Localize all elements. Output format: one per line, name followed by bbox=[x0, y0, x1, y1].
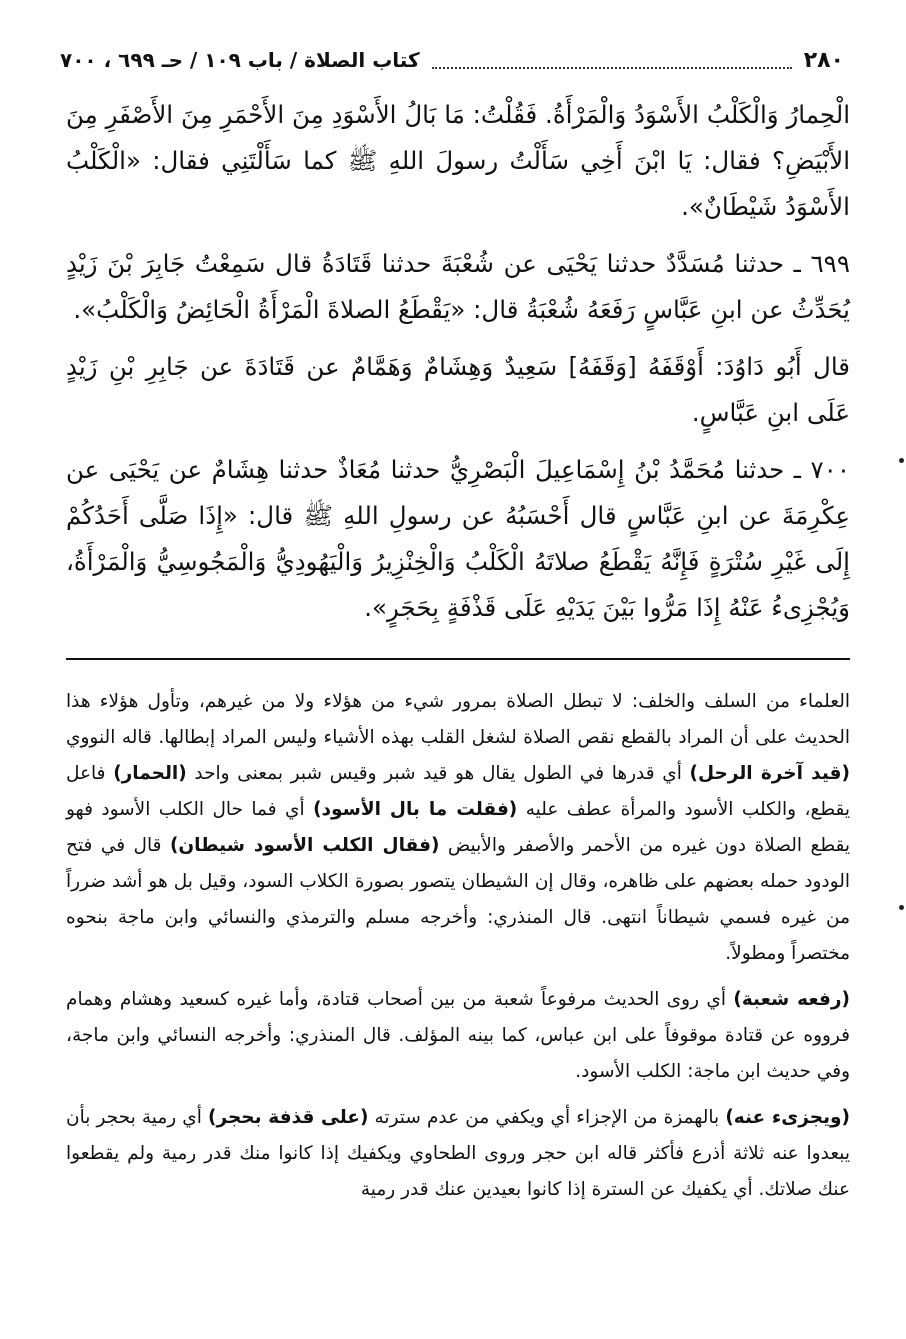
page-number: ٢٨٠ bbox=[803, 47, 844, 73]
commentary-text: العلماء من السلف والخلف: لا تبطل الصلاة بمرور شيء من هؤلاء ولا من غيرهم، وتأول هؤلاء هذا الحديث على أن المراد بالقطع نقص الصلاة لشغل القلب بهذه الأشياء وليس المراد إبطالها. قاله النووي bbox=[66, 691, 850, 748]
hadith-700: ٧٠٠ ـ حدثنا مُحَمَّدُ بْنُ إِسْمَاعِيلَ الْبَصْرِيُّ حدثنا مُعَاذٌ حدثنا هِشَامٌ عن يَحْيَى عن عِكْرِمَةَ عن ابنِ عَبَّاسٍ قال أَحْسَبُهُ عن رسولِ اللهِ ﷺ قال: «إِذَا صَلَّى أَحَدُكُمْ إِلَى غَيْرِ سُتْرَةٍ فَإِنَّهُ يَقْطَعُ صلاتَهُ الْكَلْبُ وَالْخِنْزِيرُ وَالْيَهُودِيُّ وَالْمَجُوسِيُّ وَالْمَرْأَةُ، وَيُجْزِىءُ عَنْهُ إِذَا مَرُّوا بَيْنَ يَدَيْهِ عَلَى قَذْفَةٍ بِحَجَرٍ». bbox=[66, 455, 850, 622]
commentary-lemma: (الحمار) bbox=[113, 763, 187, 784]
commentary-lemma: (قيد آخرة الرحل) bbox=[689, 763, 850, 784]
commentary-text: فاعل يقطع، والكلب الأسود والمرأة عطف عليه bbox=[66, 763, 851, 820]
abu-dawud-note: قال أَبُو دَاوُدَ: أَوْقَفَهُ [وَقَفَهُ] سَعِيدٌ وَهِشَامٌ وَهَمَّامٌ عن قَتَادَةَ عن جَابِرِ بْنِ زَيْدٍ عَلَى ابنِ عَبَّاسٍ. bbox=[66, 352, 850, 427]
commentary-lemma: (رفعه شعبة) bbox=[733, 989, 851, 1010]
commentary-text: بالهمزة من الإجزاء أي ويكفي من عدم سترته bbox=[368, 1107, 726, 1128]
commentary-paragraph-2 bbox=[66, 982, 850, 1090]
running-title: كتاب الصلاة / باب ١٠٩ / حـ ٦٩٩ ، ٧٠٠ bbox=[60, 48, 420, 72]
header-leader-dots bbox=[432, 67, 792, 69]
commentary-text: قال في فتح الودود حمله بعضهم على ظاهره، وقال إن الشيطان يتصور بصورة الكلاب السود، وقيل بل هو أشد ضرراً من غيره فسمي شيطاناً انتهى. قال المنذري: وأخرجه مسلم والترمذي والنسائي وابن ماجة بنحوه مختصراً ومطولاً. bbox=[66, 835, 850, 964]
hadith-continuation: الْحِمارُ وَالْكَلْبُ الأَسْوَدُ وَالْمَرْأَةُ. فَقُلْتُ: مَا بَالُ الأَسْوَدِ مِنَ الأَحْمَرِ مِنَ الأَصْفَرِ مِنَ الأَبْيَضِ؟ فقال: يَا ابْنَ أَخِي سَأَلْتُ رسولَ اللهِ ﷺ كما سَأَلْتَنِي فقال: «الْكَلْبُ الأَسْوَدُ شَيْطَانٌ». bbox=[66, 100, 850, 221]
scan-speck bbox=[899, 905, 904, 910]
commentary-lemma: (فقال الكلب الأسود شيطان) bbox=[169, 835, 440, 856]
commentary-text: أي قدرها في الطول يقال هو قيد شبر وقيس شبر بمعنى واحد bbox=[186, 763, 690, 784]
commentary-text: أي روى الحديث مرفوعاً شعبة من بين أصحاب قتادة، وأما غيره كسعيد وهشام وهمام فرووه عن قتادة موقوفاً على ابن عباس، كما بينه المؤلف. قال المنذري: وأخرجه النسائي وابن ماجة، وفي حديث ابن ماجة: الكلب الأسود. bbox=[66, 989, 850, 1082]
page-header bbox=[60, 40, 844, 80]
commentary-lemma: (على قذفة بحجر) bbox=[208, 1107, 369, 1128]
commentary-lemma: (فقلت ما بال الأسود) bbox=[313, 799, 518, 820]
scan-speck bbox=[899, 458, 904, 463]
footnote-divider bbox=[66, 658, 850, 660]
hadith-699: ٦٩٩ ـ حدثنا مُسَدَّدٌ حدثنا يَحْيَى عن شُعْبَةَ حدثنا قَتَادَةُ قال سَمِعْتُ جَابِرَ بْنَ زَيْدٍ يُحَدِّثُ عن ابنِ عَبَّاسٍ رَفَعَهُ شُعْبَةُ قال: «يَقْطَعُ الصلاةَ الْمَرْأَةُ الْحَائِضُ وَالْكَلْبُ». bbox=[66, 249, 850, 324]
commentary bbox=[66, 684, 850, 1218]
commentary-text: أي رمية بحجر بأن يبعدوا عنه ثلاثة أذرع فأكثر قاله ابن حجر وروى الطحاوي ويكفيك إذا كانوا منك قدر رمية ولم يقطعوا عنك صلاتك. أي يكفيك عن السترة إذا كانوا بعيدين عنك قدر رمية bbox=[66, 1107, 850, 1200]
main-text bbox=[66, 92, 850, 642]
commentary-lemma: (ويجزىء عنه) bbox=[725, 1107, 850, 1128]
commentary-paragraph-3 bbox=[66, 1100, 850, 1208]
commentary-paragraph-1 bbox=[66, 684, 850, 972]
commentary-text: أي فما حال الكلب الأسود فهو يقطع الصلاة دون غيره من الأحمر والأصفر والأبيض bbox=[66, 799, 851, 856]
